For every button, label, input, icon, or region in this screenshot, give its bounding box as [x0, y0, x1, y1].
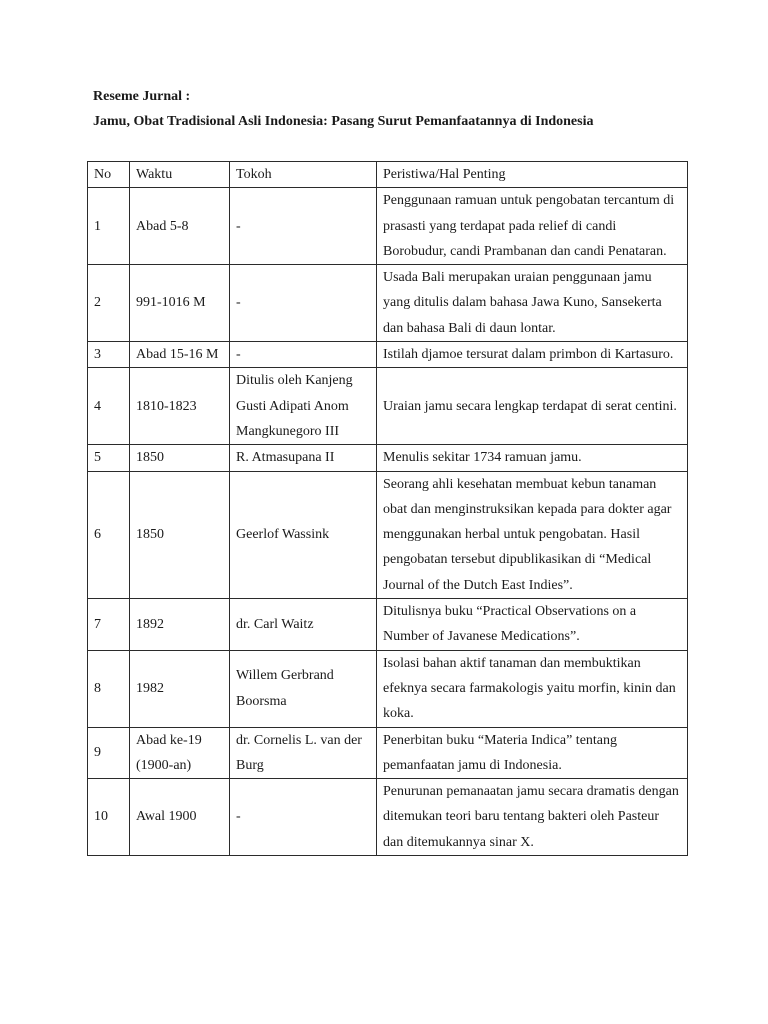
cell-tokoh: Willem Gerbrand Boorsma: [230, 650, 377, 727]
cell-peristiwa: Ditulisnya buku “Practical Observations on a Number of Javanese Medications”.: [377, 599, 688, 651]
cell-peristiwa: Penurunan pemanaatan jamu secara dramatis dengan ditemukan teori baru tentang bakteri oleh Pasteur dan ditemukannya sinar X.: [377, 779, 688, 856]
table-row: [88, 445, 688, 471]
table-row: [88, 368, 688, 445]
cell-waktu: 1850: [130, 471, 230, 598]
cell-tokoh: -: [230, 265, 377, 342]
cell-no: 3: [88, 342, 130, 368]
cell-tokoh: -: [230, 188, 377, 265]
journal-title: Jamu, Obat Tradisional Asli Indonesia: Pasang Surut Pemanfaatannya di Indonesia: [93, 114, 594, 129]
cell-no: 4: [88, 368, 130, 445]
cell-no: 1: [88, 188, 130, 265]
cell-waktu: Abad ke-19 (1900-an): [130, 727, 230, 779]
cell-no: 10: [88, 779, 130, 856]
table-row: [88, 471, 688, 598]
cell-peristiwa: Usada Bali merupakan uraian penggunaan jamu yang ditulis dalam bahasa Jawa Kuno, Sansekerta dan bahasa Bali di daun lontar.: [377, 265, 688, 342]
cell-no: 8: [88, 650, 130, 727]
cell-tokoh: -: [230, 342, 377, 368]
cell-waktu: 1810-1823: [130, 368, 230, 445]
table-row: [88, 265, 688, 342]
header-waktu: Waktu: [130, 162, 230, 188]
cell-tokoh: Geerlof Wassink: [230, 471, 377, 598]
table-row: [88, 650, 688, 727]
cell-no: 6: [88, 471, 130, 598]
cell-tokoh: R. Atmasupana II: [230, 445, 377, 471]
cell-waktu: Abad 5-8: [130, 188, 230, 265]
cell-peristiwa: Isolasi bahan aktif tanaman dan membuktikan efeknya secara farmakologis yaitu morfin, kinin dan koka.: [377, 650, 688, 727]
cell-peristiwa: Istilah djamoe tersurat dalam primbon di Kartasuro.: [377, 342, 688, 368]
cell-no: 5: [88, 445, 130, 471]
cell-tokoh: dr. Carl Waitz: [230, 599, 377, 651]
cell-tokoh: dr. Cornelis L. van der Burg: [230, 727, 377, 779]
cell-no: 7: [88, 599, 130, 651]
cell-waktu: Awal 1900: [130, 779, 230, 856]
cell-no: 9: [88, 727, 130, 779]
history-table: [87, 161, 688, 856]
cell-waktu: 1850: [130, 445, 230, 471]
cell-no: 2: [88, 265, 130, 342]
table-row: [88, 188, 688, 265]
cell-tokoh: -: [230, 779, 377, 856]
document-heading: Reseme Jurnal :: [93, 89, 191, 104]
cell-waktu: 1892: [130, 599, 230, 651]
cell-peristiwa: Menulis sekitar 1734 ramuan jamu.: [377, 445, 688, 471]
header-peristiwa: Peristiwa/Hal Penting: [377, 162, 688, 188]
cell-peristiwa: Seorang ahli kesehatan membuat kebun tanaman obat dan menginstruksikan kepada para dokter agar menggunakan herbal untuk pengobatan. Hasil pengobatan tersebut dipublikasikan di “Medical Journal of the Dutch East Indies”.: [377, 471, 688, 598]
table-header-row: [88, 162, 688, 188]
cell-peristiwa: Uraian jamu secara lengkap terdapat di serat centini.: [377, 368, 688, 445]
table-row: [88, 599, 688, 651]
table-row: [88, 342, 688, 368]
cell-peristiwa: Penggunaan ramuan untuk pengobatan tercantum di prasasti yang terdapat pada relief di candi Borobudur, candi Prambanan dan candi Penataran.: [377, 188, 688, 265]
table-row: [88, 727, 688, 779]
header-no: No: [88, 162, 130, 188]
header-tokoh: Tokoh: [230, 162, 377, 188]
cell-waktu: 1982: [130, 650, 230, 727]
cell-waktu: Abad 15-16 M: [130, 342, 230, 368]
cell-waktu: 991-1016 M: [130, 265, 230, 342]
table-row: [88, 779, 688, 856]
cell-peristiwa: Penerbitan buku “Materia Indica” tentang pemanfaatan jamu di Indonesia.: [377, 727, 688, 779]
cell-tokoh: Ditulis oleh Kanjeng Gusti Adipati Anom Mangkunegoro III: [230, 368, 377, 445]
